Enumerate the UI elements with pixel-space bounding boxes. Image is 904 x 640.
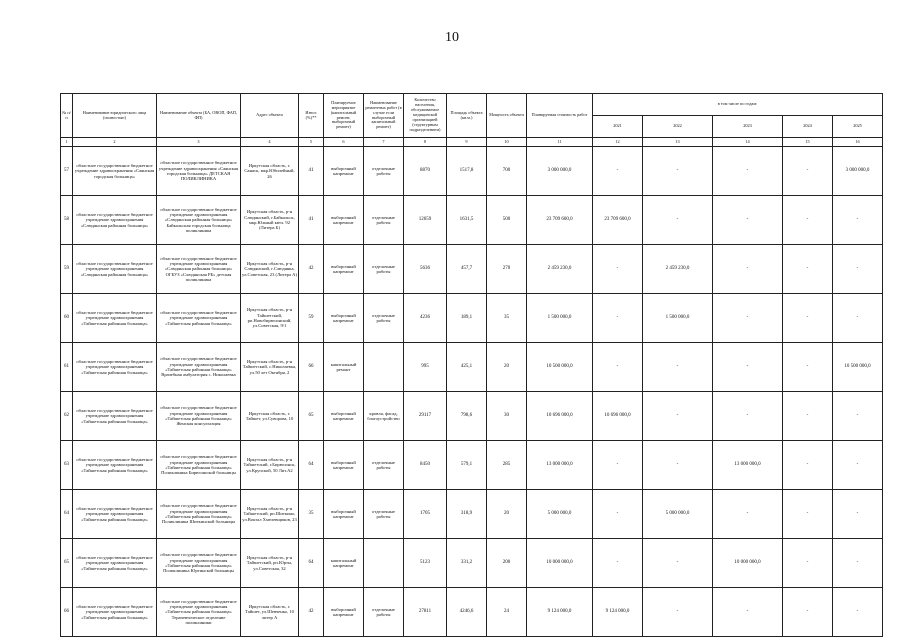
capacity-cell: 35 xyxy=(487,294,527,343)
year-2023-cell: - xyxy=(713,294,783,343)
activity-cell: выборочный капремонт xyxy=(324,245,364,294)
address-cell: Иркутская область, р-н Слюдянский, г.Слюдянка, ул.Советская, 23 (Литера А) xyxy=(241,245,299,294)
area-cell: 798,6 xyxy=(447,392,487,441)
year-2023-cell: - xyxy=(713,147,783,196)
works-cell: отделочные работы xyxy=(364,441,404,490)
object-name-cell: областное государственное бюджетное учреждение здравоохранения «Тайшетская районная больница» xyxy=(157,294,241,343)
header-works: Наименование ремонтных работ (в случае если выборочный капитальный ремонт) xyxy=(364,94,404,138)
year-2021-cell: - xyxy=(593,147,643,196)
year-2021-cell: - xyxy=(593,539,643,588)
header-object-name: Наименование объекта (БА, ОВОП, ФАП, ФП) xyxy=(157,94,241,138)
year-2021-cell: 9 124 000,0 xyxy=(593,588,643,637)
table-row xyxy=(61,196,883,245)
year-2025-cell: - xyxy=(833,490,883,539)
object-name-cell: областное государственное бюджетное учреждение здравоохранения «Тайшетская районная больница» Женская консультация xyxy=(157,392,241,441)
wear-cell: 64 xyxy=(299,441,324,490)
year-2021-cell: 23 709 600,0 xyxy=(593,196,643,245)
planned-cost-cell: 10 000 000,0 xyxy=(527,539,593,588)
header-num: № п/п xyxy=(61,94,73,138)
year-2025-cell: - xyxy=(833,245,883,294)
year-2025-cell: - xyxy=(833,392,883,441)
planned-cost-cell: 2 459 230,0 xyxy=(527,245,593,294)
capacity-cell: 285 xyxy=(487,441,527,490)
column-number: 6 xyxy=(324,138,364,147)
year-2024-cell: - xyxy=(783,392,833,441)
activity-cell: выборочный капремонт xyxy=(324,392,364,441)
year-2021-cell: - xyxy=(593,245,643,294)
capacity-cell: 24 xyxy=(487,588,527,637)
address-cell: Иркутская область, г. Тайшет, ул.Суворова, 10 xyxy=(241,392,299,441)
year-2025-cell: - xyxy=(833,539,883,588)
year-2024-cell: - xyxy=(783,196,833,245)
column-number: 14 xyxy=(713,138,783,147)
column-number: 12 xyxy=(593,138,643,147)
row-number: 62 xyxy=(61,392,73,441)
legal-entity-cell: областное государственное бюджетное учреждение здравоохранения «Тайшетская районная больница» xyxy=(73,441,157,490)
legal-entity-cell: областное государственное бюджетное учреждение здравоохранения «Слюдянская районная больница» xyxy=(73,196,157,245)
address-cell: Иркутская область, р-н Тайшетский, рп.Новобирюсинский, ул.Советская, 9/1 xyxy=(241,294,299,343)
area-cell: 425,1 xyxy=(447,343,487,392)
area-cell: 1517,8 xyxy=(447,147,487,196)
population-cell: 29117 xyxy=(404,392,447,441)
header-capacity: Мощность объекта xyxy=(487,94,527,138)
population-cell: 995 xyxy=(404,343,447,392)
object-name-cell: областное государственное бюджетное учреждение здравоохранения «Тайшетская районная больница» Поликлиника Юртинской больницы xyxy=(157,539,241,588)
column-number: 7 xyxy=(364,138,404,147)
population-cell: 8870 xyxy=(404,147,447,196)
header-year-2025: 2025 xyxy=(833,116,883,138)
wear-cell: 64 xyxy=(299,539,324,588)
activity-cell: выборочный капремонт xyxy=(324,490,364,539)
column-number: 8 xyxy=(404,138,447,147)
address-cell: Иркутская область, р-н Тайшетский, рп.Юрты, ул.Советская, 32 xyxy=(241,539,299,588)
year-2025-cell: 10 500 000,0 xyxy=(833,343,883,392)
year-2022-cell: 2 459 230,0 xyxy=(643,245,713,294)
year-2022-cell: 1 500 000,0 xyxy=(643,294,713,343)
year-2022-cell: 5 000 000,0 xyxy=(643,490,713,539)
population-cell: 1705 xyxy=(404,490,447,539)
column-number: 5 xyxy=(299,138,324,147)
wear-cell: 41 xyxy=(299,196,324,245)
row-number: 58 xyxy=(61,196,73,245)
planned-cost-cell: 3 000 000,0 xyxy=(527,147,593,196)
legal-entity-cell: областное государственное бюджетное учреждение здравоохранения «Тайшетская районная больница» xyxy=(73,588,157,637)
column-number: 15 xyxy=(783,138,833,147)
year-2022-cell: - xyxy=(643,392,713,441)
legal-entity-cell: областное государственное бюджетное учреждение здравоохранения «Слюдянская районная больница» xyxy=(73,245,157,294)
header-year-2022: 2022 xyxy=(643,116,713,138)
area-cell: 457,7 xyxy=(447,245,487,294)
area-cell: 318,9 xyxy=(447,490,487,539)
planned-cost-cell: 1 500 000,0 xyxy=(527,294,593,343)
planned-cost-cell: 10 696 000,0 xyxy=(527,392,593,441)
column-number: 13 xyxy=(643,138,713,147)
year-2024-cell: - xyxy=(783,294,833,343)
legal-entity-cell: областное государственное бюджетное учреждение здравоохранения «Тайшетская районная больница» xyxy=(73,490,157,539)
table-row xyxy=(61,147,883,196)
wear-cell: 66 xyxy=(299,343,324,392)
capacity-cell: 20 xyxy=(487,490,527,539)
year-2025-cell: - xyxy=(833,441,883,490)
year-2023-cell: 13 000 000,0 xyxy=(713,441,783,490)
works-cell: отделочные работы xyxy=(364,147,404,196)
row-number: 60 xyxy=(61,294,73,343)
population-cell: 4236 xyxy=(404,294,447,343)
row-number: 57 xyxy=(61,147,73,196)
population-cell: 5636 xyxy=(404,245,447,294)
row-number: 66 xyxy=(61,588,73,637)
activity-cell: выборочный капремонт xyxy=(324,147,364,196)
year-2021-cell: - xyxy=(593,343,643,392)
area-cell: 579,1 xyxy=(447,441,487,490)
table-row xyxy=(61,343,883,392)
capacity-cell: 500 xyxy=(487,196,527,245)
works-cell: кровля, фасад, благоустройство xyxy=(364,392,404,441)
wear-cell: 41 xyxy=(299,147,324,196)
works-cell xyxy=(364,343,404,392)
row-number: 65 xyxy=(61,539,73,588)
planned-cost-cell: 23 709 600,0 xyxy=(527,196,593,245)
page-number: 10 xyxy=(445,30,459,45)
column-number: 2 xyxy=(73,138,157,147)
year-2024-cell: - xyxy=(783,588,833,637)
header-area: Площадь объекта (кв.м.) xyxy=(447,94,487,138)
table-row xyxy=(61,490,883,539)
row-number: 64 xyxy=(61,490,73,539)
year-2023-cell: - xyxy=(713,490,783,539)
capacity-cell: 20 xyxy=(487,343,527,392)
year-2022-cell: - xyxy=(643,147,713,196)
year-2025-cell: 3 000 000,0 xyxy=(833,147,883,196)
address-cell: Иркутская область, г. Тайшет, ул.Шевченко, 10 литер А xyxy=(241,588,299,637)
activity-cell: капитальный ремонт xyxy=(324,343,364,392)
header-by-years: в том числе по годам: xyxy=(593,94,883,116)
capacity-cell: 270 xyxy=(487,245,527,294)
activity-cell: выборочный капремонт xyxy=(324,441,364,490)
object-name-cell: областное государственное бюджетное учреждение здравоохранения «Тайшетская районная больница» Врачебная амбулатория с. Николаевка xyxy=(157,343,241,392)
repair-program-table xyxy=(60,93,883,637)
capacity-cell: 30 xyxy=(487,392,527,441)
column-number: 11 xyxy=(527,138,593,147)
header-year-2023: 2023 xyxy=(713,116,783,138)
year-2021-cell: - xyxy=(593,441,643,490)
year-2021-cell: 10 696 000,0 xyxy=(593,392,643,441)
object-name-cell: областное государственное бюджетное учреждение здравоохранения «Тайшетская районная больница» Терапевтическое отделение поликлиники xyxy=(157,588,241,637)
planned-cost-cell: 5 000 000,0 xyxy=(527,490,593,539)
year-2021-cell: - xyxy=(593,294,643,343)
year-2022-cell: - xyxy=(643,196,713,245)
capacity-cell: 700 xyxy=(487,147,527,196)
year-2024-cell: - xyxy=(783,343,833,392)
address-cell: Иркутская область, г. Саянск, мкр.Юбилейный, 26 xyxy=(241,147,299,196)
header-year-2021: 2021 xyxy=(593,116,643,138)
year-2023-cell: - xyxy=(713,392,783,441)
object-name-cell: областное государственное бюджетное учреждение здравоохранения «Тайшетская районная больница» Поликлиника Бирюсинской больницы xyxy=(157,441,241,490)
year-2023-cell: - xyxy=(713,588,783,637)
header-year-2024: 2024 xyxy=(783,116,833,138)
column-number: 10 xyxy=(487,138,527,147)
year-2025-cell: - xyxy=(833,294,883,343)
year-2022-cell: - xyxy=(643,343,713,392)
year-2022-cell: - xyxy=(643,588,713,637)
population-cell: 27811 xyxy=(404,588,447,637)
column-number: 3 xyxy=(157,138,241,147)
population-cell: 5123 xyxy=(404,539,447,588)
table-row xyxy=(61,245,883,294)
year-2025-cell: - xyxy=(833,196,883,245)
wear-cell: 35 xyxy=(299,490,324,539)
activity-cell: капитальный капремонт xyxy=(324,539,364,588)
year-2024-cell: - xyxy=(783,539,833,588)
column-number: 1 xyxy=(61,138,73,147)
legal-entity-cell: областное государственное бюджетное учреждение здравоохранения «Тайшетская районная больница» xyxy=(73,392,157,441)
works-cell: отделочные работы xyxy=(364,245,404,294)
header-activity: Планируемое мероприятие (капитальный ремонт, выборочный ремонт) xyxy=(324,94,364,138)
population-cell: 12659 xyxy=(404,196,447,245)
column-number: 4 xyxy=(241,138,299,147)
row-number: 63 xyxy=(61,441,73,490)
header-population: Количество населения, обслуживаемое медицинской организацией (структурным подразделением) xyxy=(404,94,447,138)
legal-entity-cell: областное государственное бюджетное учреждение здравоохранения «Тайшетская районная больница» xyxy=(73,294,157,343)
column-number-row xyxy=(61,138,883,147)
works-cell xyxy=(364,539,404,588)
year-2022-cell: - xyxy=(643,441,713,490)
year-2022-cell: - xyxy=(643,539,713,588)
object-name-cell: областное государственное бюджетное учреждение здравоохранения «Тайшетская районная больница» Поликлиника Шиткинской больницы xyxy=(157,490,241,539)
year-2023-cell: 10 000 000,0 xyxy=(713,539,783,588)
planned-cost-cell: 10 500 000,0 xyxy=(527,343,593,392)
activity-cell: выборочный капремонт xyxy=(324,196,364,245)
table-row xyxy=(61,294,883,343)
address-cell: Иркутская область, р-н Тайшетский, с.Николаевка, ул.50 лет Октября, 2 xyxy=(241,343,299,392)
row-number: 61 xyxy=(61,343,73,392)
area-cell: 331,2 xyxy=(447,539,487,588)
area-cell: 189,1 xyxy=(447,294,487,343)
year-2023-cell: - xyxy=(713,196,783,245)
works-cell: отделочные работы xyxy=(364,196,404,245)
object-name-cell: областное государственное бюджетное учреждение здравоохранения «Слюдянская районная больница» ОГБУЗ «Слюдянская РБ» детская поликлиника xyxy=(157,245,241,294)
year-2021-cell: - xyxy=(593,490,643,539)
year-2024-cell: - xyxy=(783,147,833,196)
activity-cell: выборочный капремонт xyxy=(324,588,364,637)
wear-cell: 42 xyxy=(299,588,324,637)
year-2024-cell: - xyxy=(783,245,833,294)
column-number: 9 xyxy=(447,138,487,147)
legal-entity-cell: областное государственное бюджетное учреждение здравоохранения «Саянская городская больница» xyxy=(73,147,157,196)
header-address: Адрес объекта xyxy=(241,94,299,138)
header-wear: Износ (%)** xyxy=(299,94,324,138)
year-2024-cell: - xyxy=(783,490,833,539)
address-cell: Иркутская область, р-н Тайшетский, рп.Шиткино, ул.Вокзал Хмелевщиков, 23 xyxy=(241,490,299,539)
works-cell: отделочные работы xyxy=(364,588,404,637)
works-cell: отделочные работы xyxy=(364,490,404,539)
object-name-cell: областное государственное бюджетное учреждение здравоохранения «Слюдянская районная больница» Байкальская городская больница поликлиника xyxy=(157,196,241,245)
table-row xyxy=(61,588,883,637)
year-2025-cell: - xyxy=(833,588,883,637)
legal-entity-cell: областное государственное бюджетное учреждение здравоохранения «Тайшетская районная больница» xyxy=(73,539,157,588)
planned-cost-cell: 9 124 000,0 xyxy=(527,588,593,637)
year-2023-cell: - xyxy=(713,343,783,392)
wear-cell: 42 xyxy=(299,245,324,294)
legal-entity-cell: областное государственное бюджетное учреждение здравоохранения «Тайшетская районная больница» xyxy=(73,343,157,392)
year-2023-cell: - xyxy=(713,245,783,294)
population-cell: 8450 xyxy=(404,441,447,490)
column-number: 16 xyxy=(833,138,883,147)
table-row xyxy=(61,539,883,588)
year-2024-cell: - xyxy=(783,441,833,490)
wear-cell: 59 xyxy=(299,294,324,343)
row-number: 59 xyxy=(61,245,73,294)
object-name-cell: областное государственное бюджетное учреждение здравоохранения «Саянская городская больница» ДЕТСКАЯ ПОЛИКЛИНИКА xyxy=(157,147,241,196)
wear-cell: 65 xyxy=(299,392,324,441)
works-cell: отделочные работы xyxy=(364,294,404,343)
header-planned-cost: Планируемая стоимость работ xyxy=(527,94,593,138)
area-cell: 4246,6 xyxy=(447,588,487,637)
planned-cost-cell: 13 000 000,0 xyxy=(527,441,593,490)
table-row xyxy=(61,392,883,441)
header-legal-entity: Наименование юридического лица (полностью) xyxy=(73,94,157,138)
capacity-cell: 200 xyxy=(487,539,527,588)
address-cell: Иркутская область, р-н Тайшетский, г.Бирюсинск, ул.Крупской, 50 Лит.А2 xyxy=(241,441,299,490)
activity-cell: выборочный капремонт xyxy=(324,294,364,343)
table-row xyxy=(61,441,883,490)
area-cell: 1631,5 xyxy=(447,196,487,245)
address-cell: Иркутская область, р-н Слюдянский, г.Байкальск, мкр.Южный квтл. 92 (Литера Б) xyxy=(241,196,299,245)
